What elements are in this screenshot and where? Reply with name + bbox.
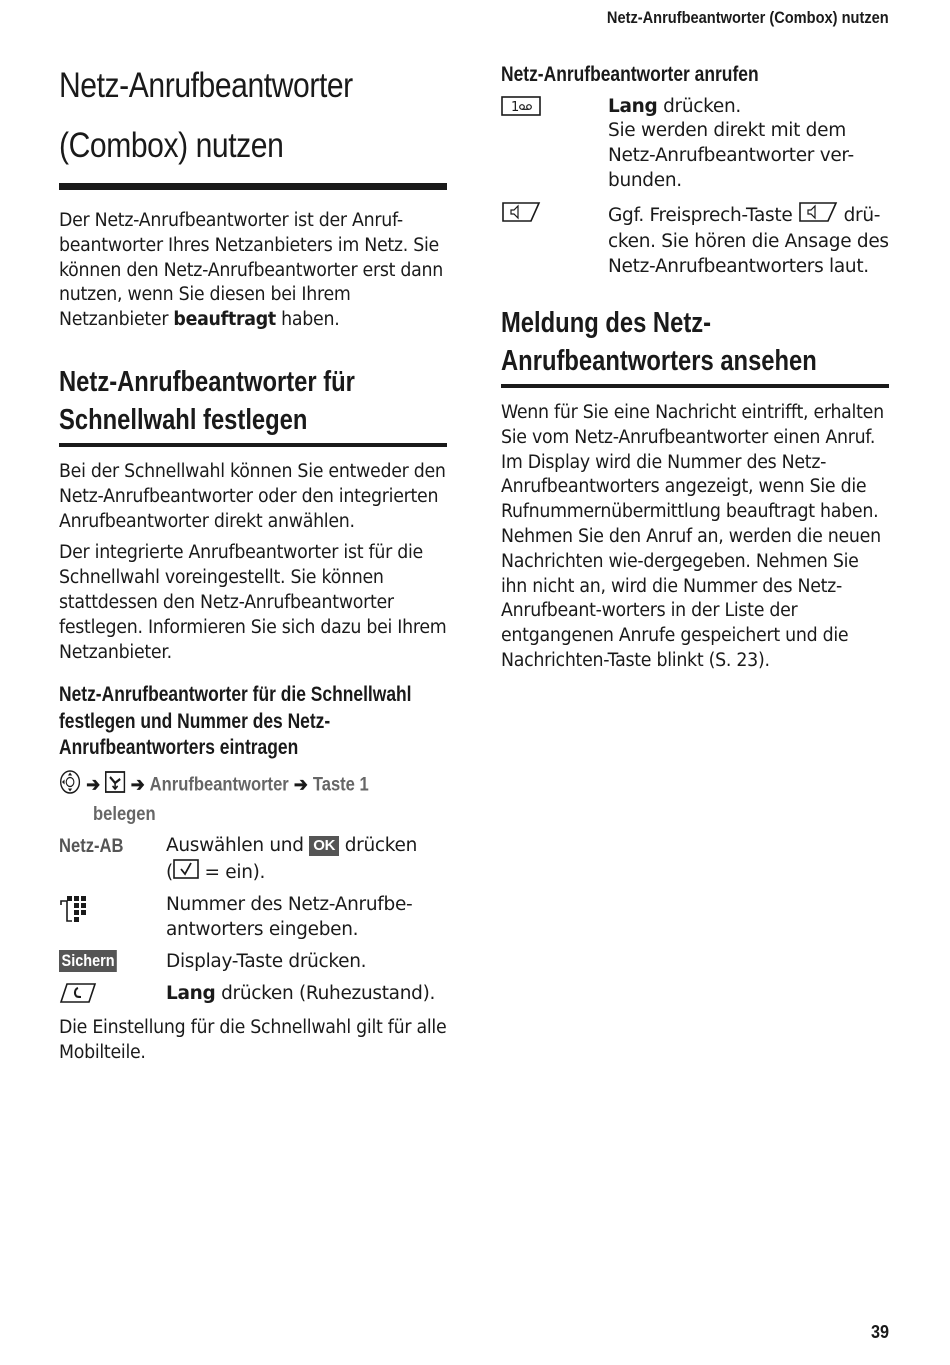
subsection-line3: Anrufbeantworters eintragen bbox=[59, 736, 299, 760]
step-end-call bbox=[59, 982, 447, 1009]
page-title bbox=[59, 56, 446, 176]
intro-text: Der Netz-Anrufbeantworter ist der Anruf-beantworter Ihres Netzanbieters im Netz. Sie können den Netz-Anrufbeantworter erst dann nutzen, wenn Sie diesen bei Ihrem Netzanbieter bbox=[59, 210, 444, 331]
section2-line1: Meldung des Netz- bbox=[501, 307, 712, 340]
step4-bold: Lang bbox=[166, 982, 216, 1004]
call-step2-text-a: Ggf. Freisprech-Taste bbox=[608, 204, 798, 226]
right-column bbox=[501, 62, 889, 674]
handsfree-key-icon bbox=[798, 201, 838, 231]
key-1-voicemail-icon[interactable] bbox=[501, 95, 541, 122]
handsfree-key-icon[interactable] bbox=[501, 201, 541, 228]
path-key-1[interactable]: Taste 1 bbox=[312, 773, 369, 796]
ok-key[interactable]: OK bbox=[309, 836, 339, 856]
section-heading-line2: Schnellwahl festlegen bbox=[59, 403, 308, 436]
option-netz-ab[interactable]: Netz-AB bbox=[59, 834, 124, 857]
path-answering-machine[interactable]: Anrufbeantworter bbox=[149, 773, 289, 796]
running-header: Netz-Anrufbeantworter (Combox) nutzen bbox=[607, 8, 889, 27]
checkbox-checked-icon bbox=[173, 859, 199, 887]
subsection-line1: Netz-Anrufbeantworter für die Schnellwahl bbox=[59, 683, 412, 707]
call-step1-text-b: Sie werden direkt mit dem Netz-Anrufbeantworter ver-bunden. bbox=[608, 120, 854, 191]
step3-text: Display-Taste drücken. bbox=[166, 951, 367, 973]
arrow-icon: ➔ bbox=[86, 773, 101, 796]
keypad-icon[interactable] bbox=[59, 893, 89, 928]
step-save bbox=[59, 950, 447, 975]
page-number: 39 bbox=[870, 1322, 889, 1342]
section-heading-quickdial bbox=[59, 363, 447, 439]
step-enter-number bbox=[59, 893, 447, 943]
page-title-line2: (Combox) nutzen bbox=[59, 126, 284, 165]
save-softkey[interactable]: Sichern bbox=[59, 950, 117, 972]
quickdial-paragraph-1: Bei der Schnellwahl können Sie entweder den Netz-Anrufbeantworter oder den integrierten Anrufbeantworter direkt anwählen. bbox=[59, 460, 446, 532]
path-assign[interactable]: belegen bbox=[93, 802, 156, 825]
navigation-key-icon bbox=[59, 769, 81, 802]
section2-line2: Anrufbeantworters ansehen bbox=[501, 345, 817, 378]
call-step1-text-a: drücken. bbox=[657, 95, 741, 117]
arrow-icon: ➔ bbox=[130, 773, 145, 796]
subsection-heading bbox=[59, 682, 447, 762]
svg-text:1: 1 bbox=[511, 99, 520, 115]
message-paragraph: Wenn für Sie eine Nachricht eintrifft, erhalten Sie vom Netz-Anrufbeantworter einen Anruf. Im Display wird die Nummer des Netz-Anrufbeantworters angezeigt, wenn Sie die Rufnummernübermittlung beauftragt haben. Nehmen Sie den Anruf an, werden die neuen Nachrichten wie-dergegeben. Nehmen Sie ihn nicht an, wird die Nummer des Netz-Anrufbeant-worters in der Liste der entgangenen Anrufe gespeichert und die Nachrichten-Taste blinkt (S. 23). bbox=[501, 402, 884, 672]
call-step-2 bbox=[501, 201, 889, 280]
quickdial-paragraph-2: Der integrierte Anrufbeantworter ist für die Schnellwahl voreingestellt. Sie können stattdessen den Netz-Anrufbeantworter festlegen. Informieren Sie sich dazu bei Ihrem Netzanbieter. bbox=[59, 542, 447, 663]
closing-paragraph: Die Einstellung für die Schnellwahl gilt für alle Mobilteile. bbox=[59, 1016, 447, 1063]
section-heading-line1: Netz-Anrufbeantworter für bbox=[59, 365, 355, 398]
step2-text: Nummer des Netz-Anrufbe-antworters eingeben. bbox=[166, 894, 413, 941]
answering-machine-menu-icon bbox=[105, 771, 125, 800]
arrow-icon: ➔ bbox=[293, 773, 308, 796]
intro-bold: beauftragt bbox=[173, 309, 276, 331]
page-title-line1: Netz-Anrufbeantworter bbox=[59, 66, 353, 105]
intro-text-end: haben. bbox=[275, 309, 340, 331]
call-step2-text-b: drü-cken. Sie hören die Ansage des Netz-Anrufbeantworters laut. bbox=[608, 204, 889, 278]
step1-text: Auswählen und bbox=[166, 834, 310, 856]
section-heading-message bbox=[501, 304, 889, 380]
title-rule bbox=[59, 183, 447, 190]
call-heading: Netz-Anrufbeantworter anrufen bbox=[501, 63, 759, 86]
step1-text-c: = ein). bbox=[198, 861, 266, 883]
intro-paragraph bbox=[59, 209, 447, 333]
call-step-1 bbox=[501, 95, 889, 194]
left-column bbox=[59, 56, 447, 1065]
step-select-netz-ab: Netz-AB Auswählen und OK drücken ( = ein). bbox=[59, 834, 447, 887]
step4-text: drücken (Ruhezustand). bbox=[215, 982, 436, 1004]
talk-key-icon[interactable] bbox=[59, 982, 97, 1009]
subsection-line2: festlegen und Nummer des Netz- bbox=[59, 709, 331, 733]
call-step1-bold: Lang bbox=[608, 95, 658, 117]
step1-text-b: drücken bbox=[339, 834, 418, 856]
section-rule bbox=[59, 443, 447, 447]
section2-rule bbox=[501, 384, 889, 388]
menu-path bbox=[59, 769, 445, 827]
